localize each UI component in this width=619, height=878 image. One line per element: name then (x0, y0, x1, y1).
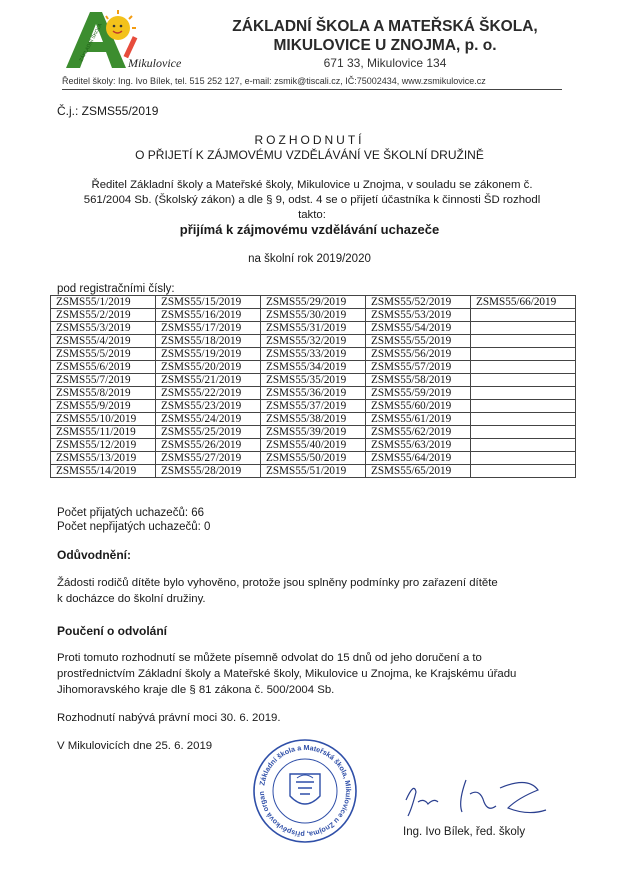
table-row (51, 426, 576, 439)
registration-cell: ZSMS55/29/2019 (261, 296, 366, 309)
header-divider (62, 89, 562, 90)
registration-cell: ZSMS55/7/2019 (51, 374, 156, 387)
registration-cell: ZSMS55/34/2019 (261, 361, 366, 374)
registration-cell: ZSMS55/27/2019 (156, 452, 261, 465)
registration-cell: ZSMS55/55/2019 (366, 335, 471, 348)
table-row (51, 400, 576, 413)
registration-cell: ZSMS55/23/2019 (156, 400, 261, 413)
registration-cell: ZSMS55/2/2019 (51, 309, 156, 322)
registration-cell: ZSMS55/16/2019 (156, 309, 261, 322)
intro-line: 561/2004 Sb. (Školský zákon) a dle § 9, odst. 4 se o přijetí účastníka k činnosti ŠD rozhodl (83, 194, 541, 206)
registration-cell: ZSMS55/21/2019 (156, 374, 261, 387)
registration-table-body (51, 296, 576, 478)
registration-cell: ZSMS55/50/2019 (261, 452, 366, 465)
appeal-line: prostřednictvím Základní školy a Mateřské školy, Mikulovice u Znojma, ke Krajskému úřadu (57, 668, 517, 680)
reasoning-heading: Odůvodnění: (57, 548, 131, 562)
registration-cell: ZSMS55/58/2019 (366, 374, 471, 387)
handwritten-signature (388, 772, 558, 820)
registration-cell: ZSMS55/30/2019 (261, 309, 366, 322)
table-row (51, 465, 576, 478)
document-title: ROZHODNUTÍ (254, 133, 365, 147)
registration-cell: ZSMS55/40/2019 (261, 439, 366, 452)
registration-cell: ZSMS55/6/2019 (51, 361, 156, 374)
logo-letters: ZÁKLADNÍ ŠKOLA (78, 22, 104, 63)
registration-cell: ZSMS55/56/2019 (366, 348, 471, 361)
official-stamp (252, 738, 358, 844)
place-and-date: V Mikulovicích dne 25. 6. 2019 (57, 740, 213, 752)
registration-cell: ZSMS55/36/2019 (261, 387, 366, 400)
school-name-line1: ZÁKLADNÍ ŠKOLA A MATEŘSKÁ ŠKOLA, (232, 18, 538, 35)
table-row (51, 413, 576, 426)
registration-cell: ZSMS55/53/2019 (366, 309, 471, 322)
registration-cell: ZSMS55/61/2019 (366, 413, 471, 426)
registration-cell: ZSMS55/24/2019 (156, 413, 261, 426)
registration-cell: ZSMS55/19/2019 (156, 348, 261, 361)
registration-cell: ZSMS55/11/2019 (51, 426, 156, 439)
table-row (51, 387, 576, 400)
registration-cell: ZSMS55/8/2019 (51, 387, 156, 400)
intro-paragraph (57, 178, 567, 223)
registration-cell: ZSMS55/31/2019 (261, 322, 366, 335)
registration-cell: ZSMS55/54/2019 (366, 322, 471, 335)
table-row (51, 439, 576, 452)
registration-cell: ZSMS55/66/2019 (471, 296, 576, 309)
registration-cell: ZSMS55/14/2019 (51, 465, 156, 478)
logo-text: Mikulovice (128, 56, 182, 70)
registration-cell: ZSMS55/18/2019 (156, 335, 261, 348)
school-name-line2: MIKULOVICE U ZNOJMA, p. o. (273, 37, 497, 54)
registration-cell (471, 309, 576, 322)
registration-cell: ZSMS55/12/2019 (51, 439, 156, 452)
registration-cell: ZSMS55/5/2019 (51, 348, 156, 361)
registration-cell (471, 465, 576, 478)
registration-cell: ZSMS55/64/2019 (366, 452, 471, 465)
registration-cell: ZSMS55/62/2019 (366, 426, 471, 439)
registration-cell (471, 348, 576, 361)
appeal-heading: Poučení o odvolání (57, 624, 168, 638)
registration-cell: ZSMS55/20/2019 (156, 361, 261, 374)
registration-cell: ZSMS55/10/2019 (51, 413, 156, 426)
table-row (51, 374, 576, 387)
registration-cell: ZSMS55/25/2019 (156, 426, 261, 439)
registration-cell: ZSMS55/37/2019 (261, 400, 366, 413)
registration-cell (471, 426, 576, 439)
registration-cell: ZSMS55/3/2019 (51, 322, 156, 335)
registration-cell: ZSMS55/4/2019 (51, 335, 156, 348)
registration-cell: ZSMS55/63/2019 (366, 439, 471, 452)
effective-date: Rozhodnutí nabývá právní moci 30. 6. 2019. (57, 712, 281, 724)
decision-statement: přijímá k zájmovému vzdělávání uchazeče (179, 222, 440, 237)
registration-cell (471, 452, 576, 465)
registration-cell (471, 413, 576, 426)
appeal-line: Proti tomuto rozhodnutí se můžete písemně odvolat do 15 dnů od jeho doručení a to (57, 652, 482, 664)
registration-cell (471, 439, 576, 452)
contact-line: Ředitel školy: Ing. Ivo Bílek, tel. 515 252 127, e-mail: zsmik@tiscali.cz, IČ:75002434, www.zsmikulovice.cz (62, 76, 486, 86)
registration-cell: ZSMS55/33/2019 (261, 348, 366, 361)
registration-cell: ZSMS55/39/2019 (261, 426, 366, 439)
signer-name: Ing. Ivo Bílek, řed. školy (403, 826, 526, 838)
school-name (205, 17, 565, 55)
registration-table (50, 295, 576, 478)
intro-line: Ředitel Základní školy a Mateřské školy, Mikulovice u Znojma, v souladu se zákonem č. (91, 179, 533, 191)
stamp-text: Základní škola a Mateřská škola, Mikulovice u Znojma, příspěvková organ (256, 742, 354, 840)
registration-cell: ZSMS55/59/2019 (366, 387, 471, 400)
reasoning-line: k docházce do školní družiny. (57, 593, 206, 605)
registration-cell (471, 335, 576, 348)
document-subtitle: O PŘIJETÍ K ZÁJMOVÉMU VZDĚLÁVÁNÍ VE ŠKOLNÍ DRUŽINĚ (135, 148, 484, 162)
registration-cell: ZSMS55/51/2019 (261, 465, 366, 478)
registration-cell (471, 361, 576, 374)
registration-cell: ZSMS55/65/2019 (366, 465, 471, 478)
appeal-line: Jihomoravského kraje dle § 81 zákona č. 500/2004 Sb. (57, 684, 335, 696)
appeal-paragraph (57, 650, 567, 698)
table-row (51, 361, 576, 374)
registration-cell: ZSMS55/17/2019 (156, 322, 261, 335)
registration-cell: ZSMS55/9/2019 (51, 400, 156, 413)
table-row (51, 348, 576, 361)
reference-number: Č.j.: ZSMS55/2019 (57, 104, 159, 118)
registration-cell: ZSMS55/52/2019 (366, 296, 471, 309)
registration-cell: ZSMS55/1/2019 (51, 296, 156, 309)
table-row (51, 309, 576, 322)
table-row (51, 296, 576, 309)
school-year: na školní rok 2019/2020 (248, 253, 371, 265)
registration-cell (471, 322, 576, 335)
table-row (51, 452, 576, 465)
registration-cell (471, 374, 576, 387)
registration-cell: ZSMS55/38/2019 (261, 413, 366, 426)
reasoning-paragraph (57, 575, 567, 607)
registration-cell: ZSMS55/15/2019 (156, 296, 261, 309)
rejected-count: Počet nepřijatých uchazečů: 0 (57, 521, 211, 533)
table-row (51, 335, 576, 348)
reasoning-line: Žádosti rodičů dítěte bylo vyhověno, protože jsou splněny podmínky pro zařazení dítěte (57, 577, 498, 589)
registration-cell (471, 387, 576, 400)
registration-cell: ZSMS55/57/2019 (366, 361, 471, 374)
registration-cell (471, 400, 576, 413)
table-row (51, 322, 576, 335)
registration-cell: ZSMS55/32/2019 (261, 335, 366, 348)
registration-cell: ZSMS55/60/2019 (366, 400, 471, 413)
school-logo (62, 10, 202, 72)
registration-cell: ZSMS55/35/2019 (261, 374, 366, 387)
registration-cell: ZSMS55/13/2019 (51, 452, 156, 465)
intro-line: takto: (298, 209, 326, 221)
registration-cell: ZSMS55/26/2019 (156, 439, 261, 452)
registration-cell: ZSMS55/28/2019 (156, 465, 261, 478)
registration-cell: ZSMS55/22/2019 (156, 387, 261, 400)
school-address: 671 33, Mikulovice 134 (323, 56, 447, 70)
accepted-count: Počet přijatých uchazečů: 66 (57, 507, 205, 519)
registration-label: pod registračními čísly: (57, 283, 175, 295)
